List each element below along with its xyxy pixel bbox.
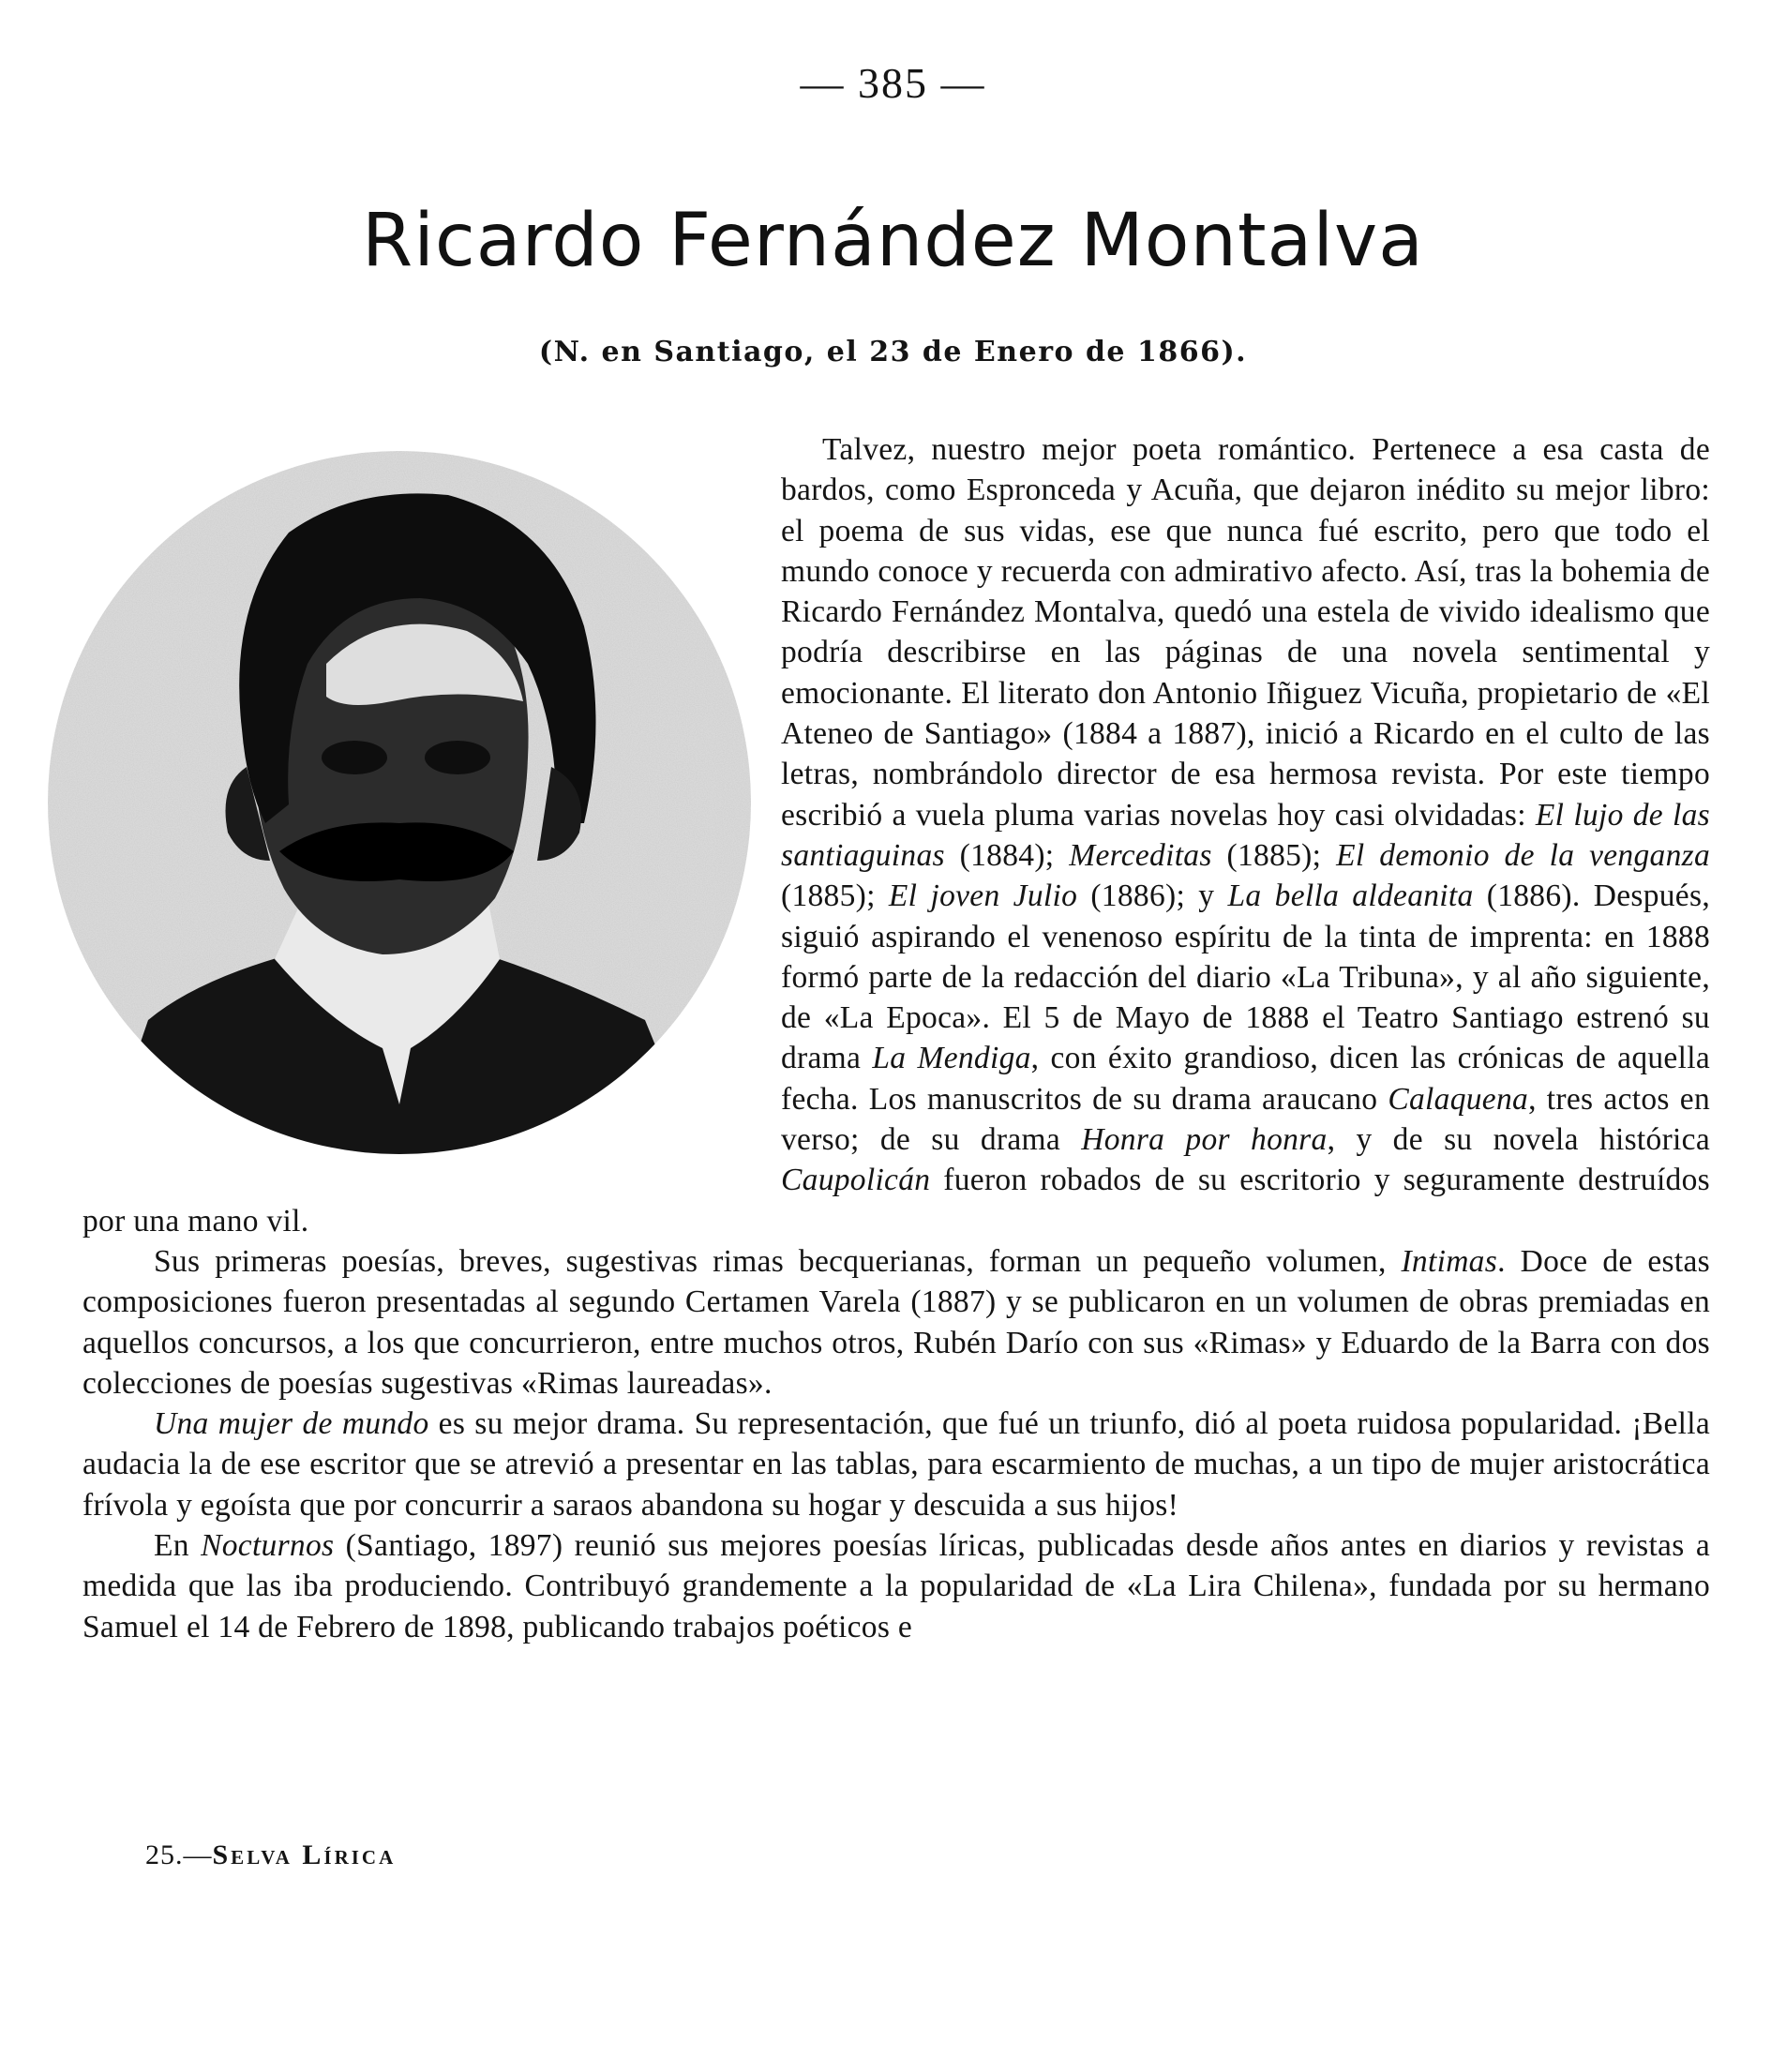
text-run: , tres actos en verso; de su drama	[781, 1081, 1710, 1158]
text-run: fueron robados de su escritorio y seguramente destruídos por una mano vil.	[83, 1163, 1710, 1239]
text-run: (1885);	[1211, 837, 1337, 873]
text-run: (1886). Después, siguió aspirando el venenoso espíritu de la tinta de imprenta: en 1888 formó parte de la redacción del diario «La Tribuna», y al año siguiente, de «La Epoca». El 5 de Mayo de 1888 el Teatro Santiago estrenó su drama	[781, 878, 1710, 1076]
footer-number: 25.—	[145, 1839, 213, 1870]
birth-note: (N. en Santiago, el 23 de Enero de 1866).	[538, 336, 1248, 368]
italic-title: La bella aldeanita	[1227, 878, 1474, 914]
text-run: , y de su novela histórica	[1327, 1122, 1710, 1158]
italic-title: La Mendiga	[872, 1041, 1031, 1076]
text-run: Talvez, nuestro mejor poeta romántico. Pertenece a esa casta de bardos, como Espronceda y Acuña, que dejaron inédito su mejor libro: el poema de sus vidas, ese que nunca fué escrito, pero que todo el mundo conoce y recuerda con admirativo afecto. Así, tras la bohemia de Ricardo Fernández Montalva, quedó una estela de vivido idealismo que podría describirse en las páginas de una novela sentimental y emocionante. El literato don Antonio Iñiguez Vicuña, propietario de «El Ateneo de Santiago» (1884 a 1887), inició a Ricardo en el culto de las letras, nombrándolo director de esa hermosa revista. Por este tiempo escribió a vuela pluma varias novelas hoy casi olvidadas:	[781, 432, 1710, 833]
paragraph	[83, 1525, 1710, 1647]
text-run: (1886); y	[1077, 878, 1228, 914]
page-title: Ricardo Fernández Montalva	[362, 199, 1424, 283]
text-run: Sus primeras poesías, breves, sugestivas rimas becquerianas, forman un pequeño volumen,	[154, 1243, 1402, 1279]
italic-title: Merceditas	[1069, 837, 1212, 873]
biography-text	[83, 429, 1710, 1647]
italic-title: Caupolicán	[781, 1163, 931, 1198]
paragraph	[83, 1404, 1710, 1525]
portrait-float-space	[83, 429, 781, 1179]
italic-title: Nocturnos	[201, 1528, 335, 1564]
text-run: . Doce de estas composiciones fueron presentadas al segundo Certamen Varela (1887) y se publicaron en un volumen de obras premiadas en aquellos concursos, a los que concurrieron, entre muchos otros, Rubén Darío con sus «Rimas» y Eduardo de la Barra con dos colecciones de poesías sugestivas «Rimas laureadas».	[83, 1243, 1710, 1401]
italic-title: El demonio de la venganza	[1336, 837, 1711, 873]
text-run: (Santiago, 1897) reunió sus mejores poesías líricas, publicadas desde años antes en diarios y revistas a medida que las iba produciendo. Contribuyó grandemente a la popularidad de «La Lira Chilena», fundada por su hermano Samuel el 14 de Febrero de 1898, publicando trabajos poéticos e	[83, 1528, 1710, 1644]
text-run: (1884);	[944, 837, 1070, 873]
text-run: , con éxito grandioso, dicen las crónicas de aquella fecha. Los manuscritos de su drama araucano	[781, 1041, 1710, 1117]
italic-title: Una mujer de mundo	[154, 1406, 429, 1442]
footer-title: Selva Lírica	[212, 1839, 397, 1870]
paragraph	[83, 1241, 1710, 1404]
italic-title: El lujo de las santiaguinas	[781, 797, 1710, 873]
text-run: es su mejor drama. Su representación, que fué un triunfo, dió al poeta ruidosa popularidad. ¡Bella audacia la de ese escritor que se atrevió a presentar en las tablas, para escarmiento de muchas, a un tipo de mujer aristocrática frívola y egoísta que por concurrir a saraos abandona su hogar y descuida a sus hijos!	[83, 1406, 1711, 1523]
italic-title: Calaquena	[1388, 1081, 1529, 1117]
page-number: — 385 —	[800, 59, 986, 107]
italic-title: El joven Julio	[888, 878, 1078, 914]
text-run: En	[154, 1528, 202, 1564]
footer-signature	[145, 1839, 396, 1871]
text-run: (1885);	[781, 878, 889, 914]
italic-title: Intimas	[1401, 1243, 1498, 1279]
italic-title: Honra por honra	[1081, 1122, 1328, 1158]
